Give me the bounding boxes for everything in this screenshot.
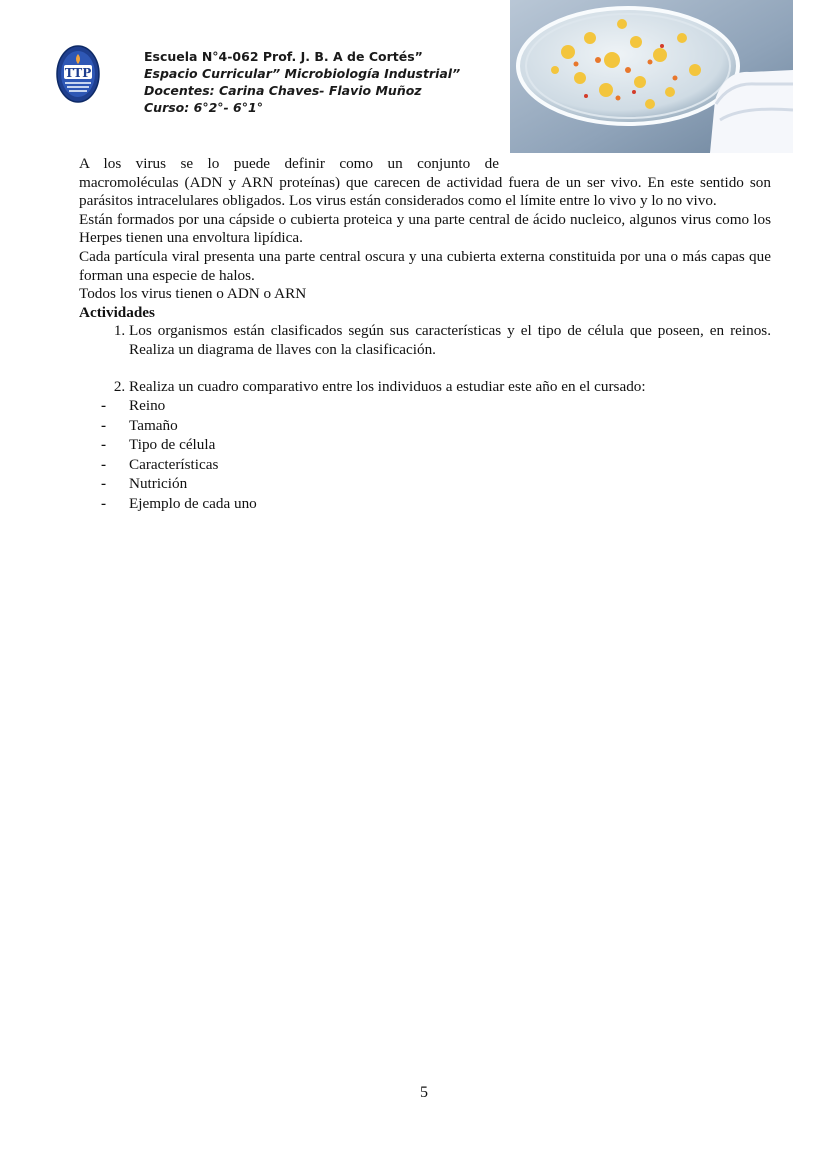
activities-title: Actividades bbox=[79, 303, 155, 321]
paragraph-particle: Cada partícula viral presenta una parte central oscura y una cubierta externa constituida por una o más capas que forman una especie de halos. bbox=[79, 247, 771, 284]
page-number: 5 bbox=[420, 1084, 428, 1101]
header-block bbox=[144, 48, 460, 116]
list-item: - Nutrición bbox=[101, 475, 188, 493]
paragraph-intro-rest: macromoléculas (ADN y ARN proteínas) que carecen de actividad fuera de un ser vivo. En este sentido son parásitos intracelulares obligados. Los virus están considerados como el límite entre lo vivo y lo no vivo. bbox=[79, 173, 771, 210]
paragraph-intro bbox=[79, 155, 771, 211]
list-item: - Tamaño bbox=[101, 416, 178, 434]
svg-text:TTP: TTP bbox=[64, 66, 92, 80]
paragraph-structure: Están formados por una cápside o cubierta proteica y una parte central de ácido nucleico, algunos virus como los Herpes tienen una envoltura lipídica. bbox=[79, 210, 771, 247]
school-logo bbox=[56, 45, 100, 103]
activities-list bbox=[79, 322, 771, 396]
course-line: Curso: 6°2°- 6°1° bbox=[144, 100, 263, 115]
main-content bbox=[79, 155, 771, 513]
list-item: - Ejemplo de cada uno bbox=[101, 494, 257, 512]
list-item: - Características bbox=[101, 455, 219, 473]
activity-item-2: 2. Realiza un cuadro comparativo entre los individuos a estudiar este año en el cursado: bbox=[129, 378, 771, 397]
list-item: - Reino bbox=[101, 397, 166, 415]
paragraph-intro-first-line: A los virus se lo puede definir como un conjunto de bbox=[79, 155, 499, 172]
activity-item-1: 1. Los organismos están clasificados según sus características y el tipo de célula que poseen, en reinos. Realiza un diagrama de llaves con la clasificación. bbox=[129, 322, 771, 359]
subject-name: Espacio Curricular” Microbiología Industrial” bbox=[144, 66, 461, 81]
petri-dish-photo bbox=[510, 0, 793, 153]
comparison-criteria-list bbox=[79, 396, 771, 513]
paragraph-nucleic-acid: Todos los virus tienen o ADN o ARN bbox=[79, 285, 307, 303]
school-name: Escuela N°4-062 Prof. J. B. A de Cortés” bbox=[144, 49, 423, 64]
list-item: - Tipo de célula bbox=[101, 436, 216, 454]
teachers-line: Docentes: Carina Chaves- Flavio Muñoz bbox=[144, 83, 422, 98]
